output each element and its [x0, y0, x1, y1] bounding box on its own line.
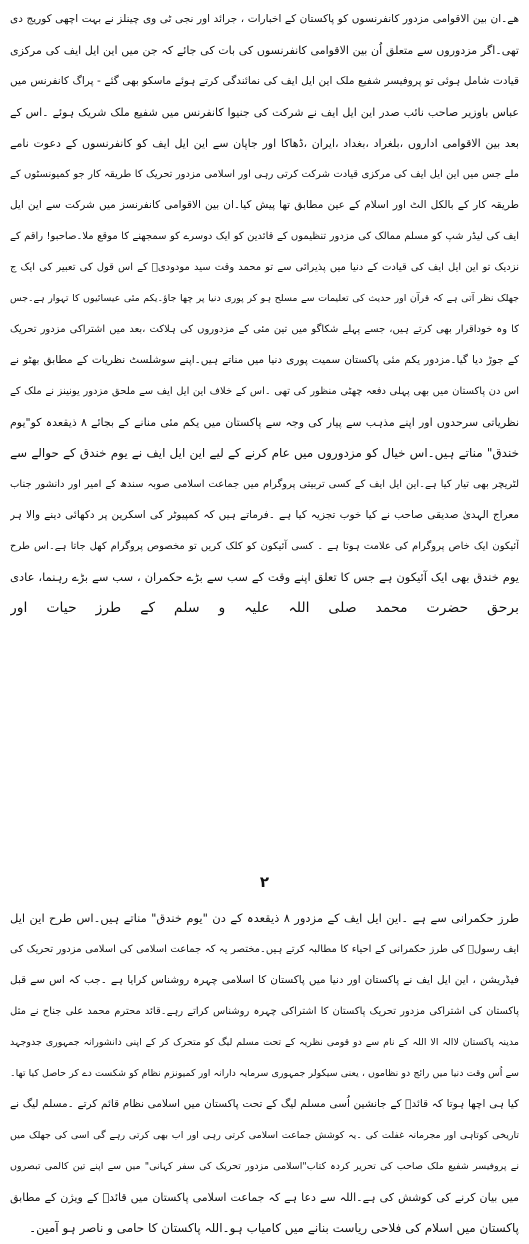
text-line: پاکستان میں اسلام کی فلاحی ریاست بنانے میں کامیاب ہو۔اللہ پاکستان کا حامی و ناصر ہو آمین۔	[29, 1221, 519, 1235]
text-line: ھے۔ان بین الاقوامی مزدور کانفرنسوں کو پاکستان کے اخبارات ، جرائد اور نجی ٹی وی چینلز نے بہت اچھی کوریج دی	[10, 13, 519, 25]
text-line: مدینہ پاکستان لاالہ الا اللہ کے نام سے دو قومی نظریہ کے تحت مسلم لیگ کو متحرک کر کے اپنی دانشورانہ جمہوری جدوجہد	[10, 1037, 519, 1048]
text-line: ایف رسولؐ کی طرز حکمرانی کے احیاء کا مطالبہ کرتے ہیں۔مختصر یہ کہ جماعت اسلامی کی اسلامی مزدور تحریک کی	[10, 944, 519, 955]
text-line: تھی۔اگر مزدوروں سے متعلق اُن بین الاقوامی کانفرنسوں کی بات کی جائے کہ جن میں این ایل ایف کی مرکزی	[10, 44, 519, 57]
text-line: کے جوڑ دیا گیا۔مزدور یکم مئی پاکستان سمیت پوری دنیا میں مناتے ہیں۔اپنے سوشلسٹ نظریات کے مطابق بھٹو نے	[10, 354, 519, 366]
text-line: نے پروفیسر شفیع ملک صاحب کی تحریر کردہ کتاب"اسلامی مزدور تحریک کی سفر کہانی" میں سے اپنے تین کالمی تبصروں	[10, 1161, 519, 1172]
text-line: کیا ہی اچھا ہوتا کہ قائدؒ کے جانشین اُسی مسلم لیگ کے تحت پاکستان میں اسلامی نظام قائم کرتے ۔مسلم لیگ نے	[10, 1098, 519, 1110]
text-line: پاکستان کی اشتراکی مزدور تحریک پاکستان کا اشتراکی چہرہ روشناس کراتے رہے۔قائد محترم محمد علی جناح نے مثل	[10, 1006, 519, 1017]
text-line: سے اُس وقت دنیا میں رائج دو نظاموں ، یعنی سیکولر جمہوری سرمایہ دارانہ اور کمیونزم نظام کو شکست دے کر حاصل کیا تھا۔	[10, 1068, 519, 1079]
text-line: یوم خندق بھی ایک آئیکون ہے جس کا تعلق اپنے وقت کے سب سے بڑے حکمران ، سب سے بڑے رہنما، عادی	[10, 570, 519, 584]
text-line: طریقہ کار کے بالکل الٹ اور اسلام کے عین مطابق تھا پیش کیا۔ان بین الاقوامی کانفرنسز میں شرکت سے این ایل	[10, 199, 519, 211]
text-line: نزدیک تو این ایل ایف کی قیادت کے دنیا میں پذیرائی سے تو محمد وقت سید مودودیؒ کے اس قول کی تعبیر کی ایک ج	[10, 262, 519, 273]
text-line: خندق" مناتے ہیں۔اس خیال کو مزدوروں میں عام کرنے کے لیے این ایل ایف نے یوم خندق کے حوالے سے	[10, 446, 519, 460]
text-line: جھلک نظر آتی ہے کہ قرآن اور حدیث کی تعلیمات سے مسلح ہو کر پوری دنیا پر چھا جاؤ۔یکم مئی عیسائیوں کا تہوار ہے۔جس	[10, 293, 519, 304]
text-line: کا وہ خوداقرار بھی کرتے ہیں، جسے پہلے شکاگو میں تین مئی کے مزدوروں کی ہلاکت ،بعد میں اشتراکی مزدور تحریک	[10, 324, 519, 335]
text-line: میں بیان کرنے کی کوشش کی ہے۔اللہ سے دعا ہے کہ جماعت اسلامی پاکستان میں قائدؒ کے ویژن کے مطابق	[10, 1191, 519, 1204]
text-line: نظریاتی سرحدوں اور اپنے مذہب سے پیار کی وجہ سے پاکستان میں یکم مئی منانے کے بجائے ۸ ذیقعدہ کو"یوم	[10, 416, 519, 429]
article-text-block-2	[10, 903, 519, 1244]
text-line: آئیکون ایک خاص پروگرام کی علامت ہوتا ہے ۔ کسی آئیکون کو کلک کریں تو مخصوص پروگرام کھل جاتا ہے۔اس طرح	[10, 541, 519, 552]
text-line: عباس باوزیر صاحب نائب صدر این ایل ایف نے شرکت کی جنیوا کانفرنس میں شفیع ملک شریک ہوئے ۔اس کے	[10, 106, 519, 119]
text-line: ایف کی لیڈر شپ کو مسلم ممالک کی مزدور تنظیموں کے قائدین کو ایک دوسرے کو سمجھنے کا موقع ملا۔صاحبو! راقم کے	[10, 231, 519, 242]
text-line: ملے جس میں این ایل ایف کی مرکزی قیادت شرکت کرتی رہی اور اسلامی مزدور تحریک کا طریقہ کار جو کمیونسٹوں کے	[10, 169, 519, 180]
text-line: بعد بین الاقوامی اداروں ،بلغراد ،بغداد ،ایران ،ڈھاکا اور جاپان سے این ایل ایف کو کانفرنسوں کے دعوت نامے	[10, 137, 519, 150]
text-line: برحق حضرت محمد صلی اللہ علیہ و سلم کے طرز حیات اور	[10, 600, 519, 616]
article-text-block-1	[10, 4, 519, 624]
text-line: طرز حکمرانی سے ہے ۔این ایل ایف کے مزدور ۸ ذیقعدہ کے دن "یوم خندق" مناتے ہیں۔اس طرح این ایل	[10, 911, 519, 925]
text-line: قیادت شامل ہوئی تو پروفیسر شفیع ملک این ایل ایف کی نمائندگی کرتے ہوئے ماسکو بھی گئے - پراگ کانفرنس میں	[10, 75, 519, 87]
text-line: لٹریچر بھی تیار کیا ہے۔این ایل ایف کے کسی تربیتی پروگرام میں جماعت اسلامی صوبہ سندھ کے امیر اور دانشور جناب	[10, 479, 519, 490]
text-line: تاریخی کوتاہی اور مجرمانہ غفلت کی ۔یہ کوشش جماعت اسلامی کرتی رہی اور اب بھی کرتی رہے گی اسی کی جھلک میں	[10, 1130, 519, 1141]
page-number: ۲	[259, 873, 270, 891]
text-line: معراج الہدیٰ صدیقی صاحب نے کیا خوب تجزیہ کیا ہے ۔فرماتے ہیں کہ کمپیوٹر کی اسکرین پر دکھائی دینے والا ہر	[10, 509, 519, 521]
text-line: اس دن پاکستان میں بھی پہلی دفعہ چھٹی منظور کی تھی ۔اس کے خلاف این ایل ایف سے ملحق مزدور یونینز نے ملک کے	[10, 386, 519, 397]
text-line: فیڈریشن ، این ایل ایف نے پاکستان اور دنیا میں پاکستان کا اسلامی چہرہ روشناس کرایا ہے ۔جب کہ اس سے قبل	[10, 974, 519, 986]
